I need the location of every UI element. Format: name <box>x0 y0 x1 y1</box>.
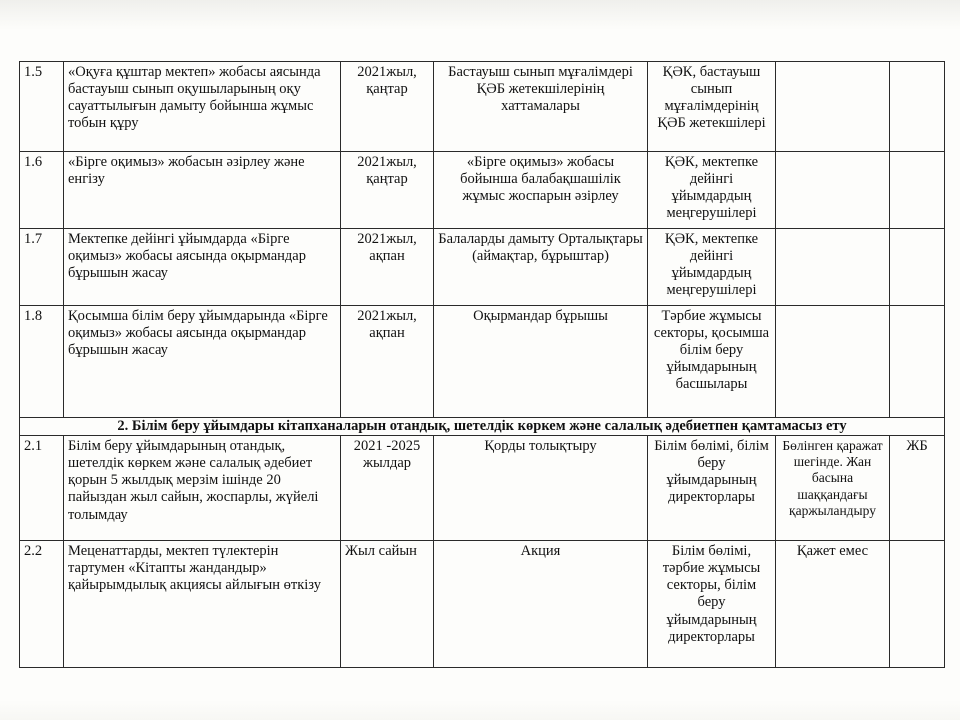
funding-cell <box>776 152 890 229</box>
source-cell <box>890 541 945 668</box>
responsible-cell: ҚӘК, мектепке дейінгі ұйымдардың меңгерушілері <box>648 152 776 229</box>
date-cell: Жыл сайын <box>341 541 434 668</box>
source-cell <box>890 152 945 229</box>
date-cell: 2021 -2025 жылдар <box>341 436 434 541</box>
row-number: 1.6 <box>20 152 64 229</box>
row-number: 2.2 <box>20 541 64 668</box>
funding-cell: Бөлінген қаражат шегінде. Жан басына шаққандағы қаржыландыру <box>776 436 890 541</box>
section-title: 2. Білім беру ұйымдары кітапханаларын отандық, шетелдік көркем және салалық әдебиетпен қамтамасыз ету <box>20 418 945 436</box>
row-number: 1.7 <box>20 229 64 306</box>
date-cell: 2021жыл, қаңтар <box>341 62 434 152</box>
action-cell: Білім беру ұйымдарының отандық, шетелдік көркем және салалық әдебиет қорын 5 жылдық мерзім ішінде 20 пайыздан жыл сайын, жоспарлы, жүйелі толымдау <box>64 436 341 541</box>
date-cell: 2021жыл, ақпан <box>341 229 434 306</box>
responsible-cell: ҚӘК, мектепке дейінгі ұйымдардың меңгерушілері <box>648 229 776 306</box>
action-cell: Қосымша білім беру ұйымдарында «Бірге оқимыз» жобасы аясында оқырмандар бұрышын жасау <box>64 306 341 418</box>
source-cell <box>890 306 945 418</box>
table-row <box>20 62 945 152</box>
completion-form-cell: Қорды толықтыру <box>434 436 648 541</box>
table-row <box>20 436 945 541</box>
row-number: 1.5 <box>20 62 64 152</box>
completion-form-cell: Акция <box>434 541 648 668</box>
funding-cell: Қажет емес <box>776 541 890 668</box>
source-cell <box>890 229 945 306</box>
responsible-cell: Білім бөлімі, білім беру ұйымдарының директорлары <box>648 436 776 541</box>
table-row <box>20 152 945 229</box>
action-cell: Меценаттарды, мектеп түлектерін тартумен «Кітапты жандандыр» қайырымдылық акциясы айлығын өткізу <box>64 541 341 668</box>
date-cell: 2021жыл, қаңтар <box>341 152 434 229</box>
date-cell: 2021жыл, ақпан <box>341 306 434 418</box>
action-cell: «Бірге оқимыз» жобасын әзірлеу және енгізу <box>64 152 341 229</box>
completion-form-cell: Бастауыш сынып мұғалімдері ҚӘБ жетекшілерінің хаттамалары <box>434 62 648 152</box>
row-number: 1.8 <box>20 306 64 418</box>
responsible-cell: ҚӘК, бастауыш сынып мұғалімдерінің ҚӘБ жетекшілері <box>648 62 776 152</box>
funding-cell <box>776 229 890 306</box>
action-plan-table <box>19 61 945 668</box>
section-header-row <box>20 418 945 436</box>
table-row <box>20 229 945 306</box>
completion-form-cell: «Бірге оқимыз» жобасы бойынша балабақшашілік жұмыс жоспарын әзірлеу <box>434 152 648 229</box>
source-cell <box>890 62 945 152</box>
action-cell: «Оқуға құштар мектеп» жобасы аясында бастауыш сынып оқушыларының оқу сауаттылығын дамыту бойынша жұмыс тобын құру <box>64 62 341 152</box>
funding-cell <box>776 306 890 418</box>
source-cell: ЖБ <box>890 436 945 541</box>
responsible-cell: Білім бөлімі, тәрбие жұмысы секторы, білім беру ұйымдарының директорлары <box>648 541 776 668</box>
table-row <box>20 306 945 418</box>
completion-form-cell: Оқырмандар бұрышы <box>434 306 648 418</box>
responsible-cell: Тәрбие жұмысы секторы, қосымша білім беру ұйымдарының басшылары <box>648 306 776 418</box>
funding-cell <box>776 62 890 152</box>
action-cell: Мектепке дейінгі ұйымдарда «Бірге оқимыз» жобасы аясында оқырмандар бұрышын жасау <box>64 229 341 306</box>
completion-form-cell: Балаларды дамыту Орталықтары (аймақтар, бұрыштар) <box>434 229 648 306</box>
table-row <box>20 541 945 668</box>
row-number: 2.1 <box>20 436 64 541</box>
